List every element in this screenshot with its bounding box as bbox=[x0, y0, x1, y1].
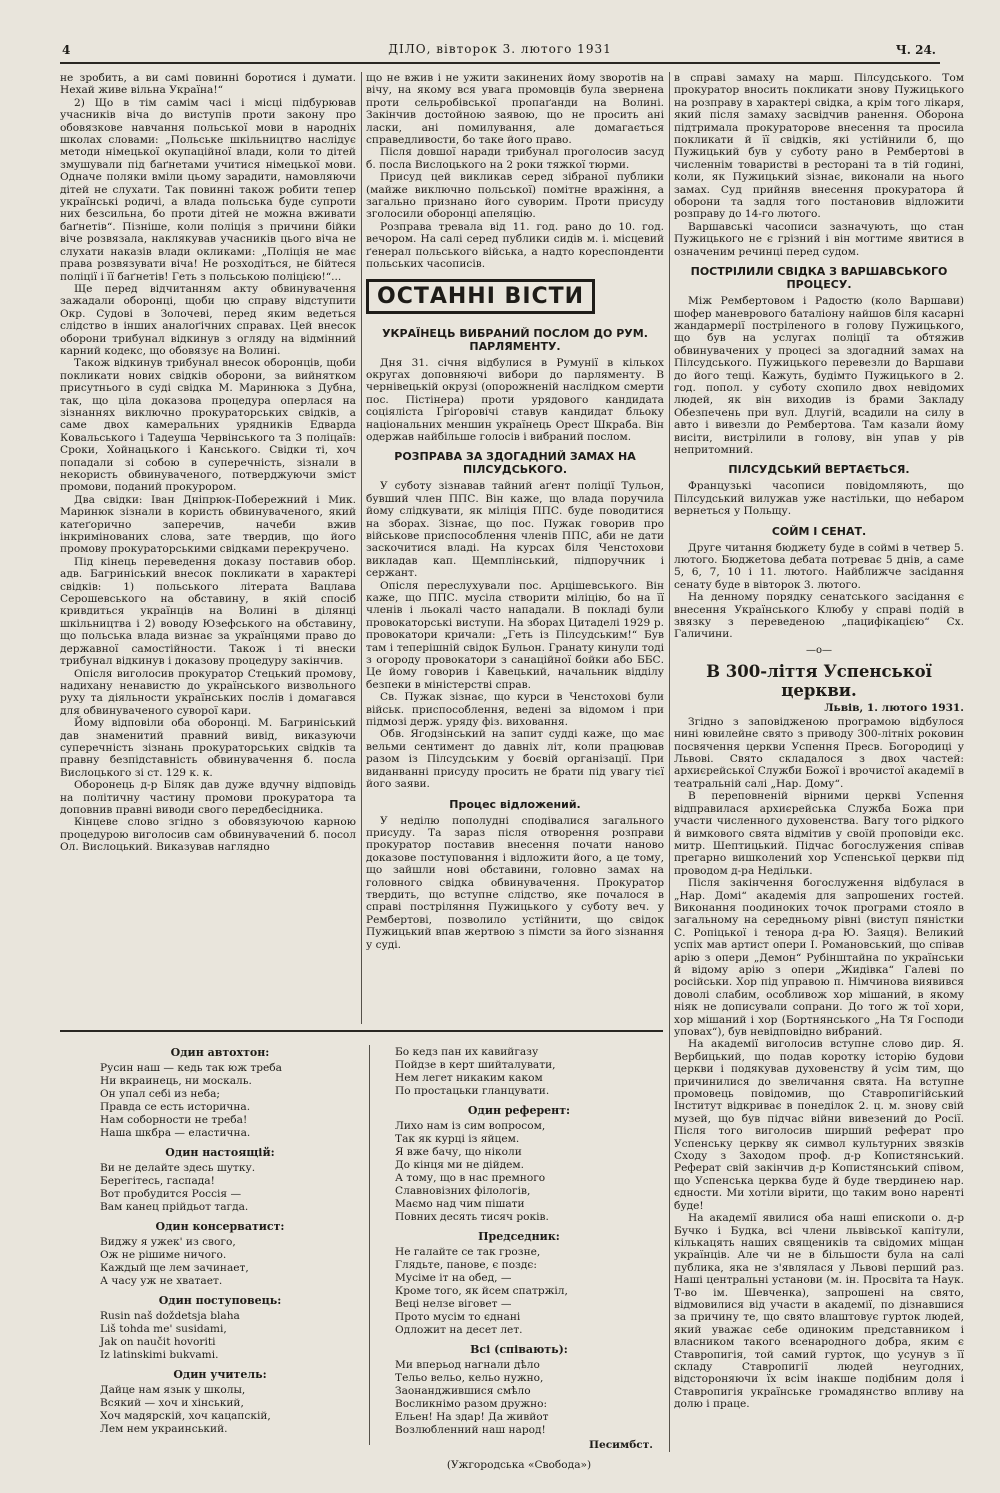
column-1 bbox=[60, 72, 356, 1024]
poem-speaker: Председник: bbox=[478, 1230, 560, 1243]
column-rule bbox=[361, 72, 362, 1024]
poem-column-rule bbox=[369, 1045, 370, 1445]
paragraph: Два свідки: Іван Дніпрюк-Побережний і Мик. Маринюк зізнали в користь обвинуваченого, який катеґорично заперечив, начеби вжив інкримінованих слова, зате твердив, що його промову прокураторськими свідками перекручено. bbox=[60, 493, 356, 556]
column-3 bbox=[674, 72, 964, 1452]
paragraph: Також відкинув трибунал внесок оборонців, щоби покликати нових свідків оборони, за вийнятком присутнього в суді свідка М. Маринюка з Дубна, так, що ціла доказова процедура оперлася на зізнаннях виключно прокураторських свідків, а саме двох камеральних урядників Едварда Ковальського і Тадеуша Червінського та 3 поліцаїв: Сроки, Хойнацького і Канського. Свідки ті, хоч попадали зі собою в суперечність, зізнали в некористь обвинуваченого, потверджуючи зміст промови, поданий прокурором. bbox=[60, 357, 356, 494]
paragraph: Опісля виголосив прокуратор Стецький промову, надихану ненавистю до українського визвольного руху та діяльности українських послів і домагався для обвинуваченого суворої кари. bbox=[60, 667, 356, 717]
poem-speaker: Один поступовець: bbox=[158, 1294, 282, 1307]
article-title: РОЗПРАВА ЗА ЗДОГАДНИЙ ЗАМАХ НА ПІЛСУДСЬКОГО. bbox=[394, 450, 636, 477]
article-title: ПІЛСУДСЬКИЙ ВЕРТАЄТЬСЯ. bbox=[728, 463, 910, 477]
column-2 bbox=[366, 72, 664, 1024]
paragraph: Друге читання бюджету буде в соймі в четвер 5. лютого. Бюджетова дебата потреває 5 днів, а саме 5, 6, 7, 10 і 11. лютого. Найближче засідання сенату буде в вівторок 3. лютого. bbox=[674, 541, 964, 591]
article-title: УКРАЇНЕЦЬ ВИБРАНИЙ ПОСЛОМ ДО РУМ. ПАРЛЯМЕНТУ. bbox=[382, 326, 648, 353]
paragraph: У неділю пополудні сподівалися загального присуду. Та зараз після отворення розправи прокуратор поставив внесення почати наново доказове поступовання і відложити його, а це тому, що зайшли нові обставини, головно замах на головного свідка обвинувачення. Прокуратор твердить, що вступне слідство, яке почалося в справі постріляння Пужицького у суботу веч. у Рембертові, позволило устійнити, що свідок Пужицький впав жертвою з пімсти за його зізнання у суді. bbox=[366, 814, 664, 951]
article-title: ПОСТРІЛИЛИ СВІДКА З ВАРШАВСЬКОГО ПРОЦЕСУ. bbox=[690, 265, 948, 292]
paragraph: що не вжив і не ужити закинених йому зворотів на вічу, на якому вся увага промовців була звернена проти сельробівської пропаґанди на Волині. Закінчив достойною заявою, що не просить ані ласки, ані помилування, але домагається справедливости, бо таке його право. bbox=[366, 72, 664, 147]
column-rule bbox=[669, 72, 670, 1452]
church-article-title: В 300-ліття Успенської церкви. bbox=[706, 661, 932, 700]
poem-verse: Ми вперьод нагнали дѣло Тельо вельо, кельо нужно, Заонанджившися смѣло Восликнімо разом дружно: Ельен! На здар! Да живйот Возлюбленний наш народ! bbox=[395, 1359, 549, 1436]
poem-verse: Rusin naš doždetsja blaha Liš tohda me' susidami, Jak on naučit hovoriti Iz latinskimi bukvami. bbox=[100, 1310, 240, 1361]
masthead-title: ДІЛО, вівторок 3. лютого 1931 bbox=[388, 42, 612, 56]
paragraph: Кінцеве слово згідно з обовязуючою карною процедурою виголосив сам обвинувачений б. посол Ол. Вислоцький. Виказував наглядно bbox=[60, 816, 356, 854]
paragraph: Між Рембертовом і Радостю (коло Варшави) шофер маневрового баталіону найшов біля касарні жандармерії постріленого в голову Пужицького, що був на услугах поліції та обтяжив обвинувачених у процесі за здогадний замах на Пілсудського. Пужицького перевезли до Варшави до його тещі. Кажуть, будімто Пужицького в 2. год. попол. у суботу схопило двох невідомих людей, як він виходив із брами Закладу Обезпечень при вул. Длугій, всадили на силу в авто і вивезли до Рембертова. Там казали йому висіти, вистрілили в голову, він упав у рів непритомний. bbox=[674, 295, 964, 456]
poem-speaker: Один консерватист: bbox=[155, 1220, 285, 1233]
paragraph: Дня 31. січня відбулися в Румунії в кількох округах доповняючі вибори до парляменту. В чернівецькій окрузі (опорожненій наслідком смерти пос. Пістінера) проти урядового кандидата соціяліста Ґріґоровічі ставув кандидат бльоку національних меншин українець Орест Шкраба. Він одержав найбільше голосів і вибраний послом. bbox=[366, 356, 664, 443]
poem-column-right bbox=[385, 1040, 653, 1471]
poem-column-left bbox=[90, 1040, 350, 1450]
paragraph: Згідно з заповідженою програмою відбулося нині ювилейне свято з приводу 300-літніх роковин посвячення церкви Успення Пресв. Богородиці у Львові. Свято складалося з двох частей: архиєрейської Служби Божої і врочистої академії в театральній салі „Нар. Дому“. bbox=[674, 715, 964, 790]
paragraph: На денному порядку сенатського засідання є внесення Українського Клюбу у справі подій в звязку з переведеною „пацифікацією“ Сх. Галичини. bbox=[674, 591, 964, 641]
paragraph: Обв. Ягодзінський на запит судді каже, що має вельми сентимент до давніх літ, коли працював разом із Пілсудським у боєвій організації. При виданванні присуду просить не брати під увагу тієї його заяви. bbox=[366, 728, 664, 791]
paragraph: не зробить, а ви самі повинні боротися і думати. Нехай живе вільна Україна!“ bbox=[60, 72, 356, 97]
paragraph: У суботу зізнавав тайний аґент поліції Тульон, бувший член ППС. Він каже, що влада поручила йому слідкувати, як міліція ППС. буде поводитися на зборах. Зізнає, що пос. Пужак говорив про військове приспособлення членів ППС, аби не дати заскочитися владі. На курсах біля Ченстохови викладав кап. Щемплінський, підпоручник і сержант. bbox=[366, 480, 664, 580]
paragraph: Французькі часописи повідомляють, що Пілсудський вилужав уже настільки, що небаром вернеться у Польщу. bbox=[674, 480, 964, 518]
paragraph: Присуд цей викликав серед зібраної публики (майже виключно польської) помітне вражіння, а загально признано його суворим. Проти присуду зголосили оборонці апеляцію. bbox=[366, 171, 664, 221]
paragraph: Ще перед відчитанням акту обвинувачення зажадали оборонці, щоби цю справу відступити Окр. Судові в Золочеві, перед яким ведеться слідство в інших аналоґічних справах. Цей внесок оборони трибунал відкинув з огляду на відмінний карний кодекс, що обовязує на Волині. bbox=[60, 282, 356, 357]
paragraph: На академії виголосив вступне слово дир. Я. Вербицький, що подав коротку історію будови церкви і подякував духовенству й усім тим, що причинилися до звеличання свята. На вступне промовець повідомив, що Ставропигійський Інститут відкриває в понеділок 2. ц. м. знову свій музей, що був підчас війни вивезений до Росії. Після того виголосив ширший реферат про Успенську церкву як символ культурних звязків Сходу з Заходом проф. д-р Копистянський. Реферат свій закінчив д-р Копистянський співом, що Успенська церква буде й буде твердинею нар. єдности. Ми хотіли вірити, що таким воно наренті буде! bbox=[674, 1038, 964, 1212]
paragraph: Розправа тревала від 11. год. рано до 10. год. вечором. На салі серед публики сидів м. і. місцевий ґенерал польського війська, а надто кореспонденти польських часописів. bbox=[366, 220, 664, 271]
poem-source: (Ужгородська «Свобода») bbox=[446, 1459, 592, 1471]
poem-verse: Ви не делайте здесь шутку. Берегітесь, гаспада! Вот пробудится Россія — Вам канец прійдьот тагда. bbox=[100, 1162, 256, 1213]
poem-verse: Русин наш — кедь так юж треба Ни вкраинець, ни москаль. Он упал себі из неба; Правда се есть исторична. Нам соборности не треба! Наша шкбра — еластична. bbox=[100, 1062, 282, 1139]
latest-news-heading: ОСТАННІ ВІСТИ bbox=[366, 279, 595, 314]
article-subtitle: Процес відложений. bbox=[449, 797, 581, 811]
poem-verse: Виджу я ужек' из свого, Ож не рішиме ничого. Каждый ще лем зачинает, А часу уж не хватает. bbox=[100, 1236, 249, 1287]
poem-verse: Лихо нам із сим вопросом, Так як курці із яйцем. Я вже бачу, що ніколи До кінця ми не дійдем. А тому, що в нас премного Славновізних філологів, Маємо над чим пішати Повних десять тисяч років. bbox=[395, 1120, 549, 1223]
poem-verse: Дайце нам язык у школы, Всякий — хоч и хінський, Хоч мадярскій, хоч кацапскій, Лем нем украинський. bbox=[100, 1384, 271, 1435]
verdict-paragraph: Після довшої наради трибунал проголосив засуд б. посла Вислоцького на 2 роки тяжкої тюрми. bbox=[366, 146, 664, 171]
poem-speaker: Один учитель: bbox=[173, 1368, 267, 1381]
paragraph: Йому відповіли оба оборонці. М. Багриніський дав знаменитий правний вивід, виказуючи суперечність зізнань прокураторських свідків та правну безпідставність обвинувачення б. посла Вислоцького зі ст. 129 к. к. bbox=[60, 717, 356, 779]
masthead bbox=[60, 40, 940, 64]
section-rule bbox=[60, 1030, 663, 1032]
poem-speaker: Один настоящій: bbox=[165, 1146, 275, 1159]
poem-speaker: Один автохтон: bbox=[170, 1046, 270, 1059]
poem-verse: Бо кедз пан их кавийгазу Пойдзе в керт шийталувати, Нем легет никаким каком По простацьки гланцувати. bbox=[395, 1046, 556, 1097]
paragraph: В переповненій вірними церкві Успення відправилася архиєрейська Служба Божа при участи численного духовенства. Вагу того рідкого й вимкового свята відмітив у своїй проповіди екс. митр. Шептицький. Підчас богослужения співав прегарно вишколений хор Успенської церкви під проводом д-ра Недільки. bbox=[674, 790, 964, 877]
page-number: 4 bbox=[62, 43, 71, 57]
paragraph: в справі замаху на марш. Пілсудського. Том прокуратор вносить покликати знову Пужицького на розправу в характері свідка, а крім того лікаря, який після замаху засвідчив ранення. Оборона підтримала прокураторове внесення та просила покликати й її свідків, які устійнили б, що Пужицький був у суботу рано в Рембертові в численнім товаристві в ресторані та в тій годині, коли, як Пужицький зізнає, виконали на нього замах. Суд прийняв внесення прокуратора й оборони та задля того постановив відложити розправу до 14-го лютого. bbox=[674, 72, 964, 221]
poem-speaker: Один референт: bbox=[467, 1104, 571, 1117]
poem-speaker: Всі (співають): bbox=[470, 1343, 568, 1356]
paragraph: Св. Пужак зізнає, що курси в Ченстохові були військ. приспособлення, ведені за відомом і при підмозі держ. уряду фіз. виховання. bbox=[366, 691, 664, 729]
article-title: СОЙМ І СЕНАТ. bbox=[771, 524, 867, 538]
divider: —o— bbox=[805, 644, 833, 656]
issue-number: Ч. 24. bbox=[895, 43, 936, 57]
dateline: Львів, 1. лютого 1931. bbox=[824, 701, 964, 714]
paragraph: Оборонець д-р Біляк дав дуже вдучну відповідь на політичну частину промови прокуратора та доповнив правні виводи свого передбесідника. bbox=[60, 779, 356, 816]
paragraph: На академії явилися оба наші епископи о. д-р Бучко і Будка, всі члени львівської капітули, кількацять наших священиків та свідомих міщан українців. Але чи не в більшости була на салі публика, яка не з'являлася у Львові перший раз. Наші центральні установи (м. ін. Просвіта та Наук. Т-во ім. Шевченка), запрошені на свято, відмовилися від участи в академії, по дізнавшися за причину те, що свято влаштовує гурток людей, який уважає себе одиноким представником і власником такого всенародного добра, яким є Ставропигія, той самий гурток, що усунув з її складу Ставропигії людей неугодних, відстороняючи їх всім інакше подібним доля і Ставропигія українське громадянство впливу на долю і праце. bbox=[674, 1212, 964, 1411]
paragraph: 2) Що в тім самім часі і місці підбурював учасників віча до виступів проти закону про обовязкове навчання польської мови в народніх школах словами: „Польське шкільництво наслідує методи німецької окупаційної влади, коли то дітей змушували під баґнетами учитися німецької мови. Одначе поляки вміли цьому зарадити, намовляючи дітей не слухати. Так повинні також робити тепер українські родичі, а влада польська буде супроти них безсильна, бо проти дітей не можна вживати баґнетів“. Пізніше, коли поліція з причини бійки віче розвязала, наклякував учасників цього віча не слухати наказів влади окликами: „Поліція не має права розвязувати віча! Не розходіться, не бійтеся поліції і її баґнетів! Геть з польською поліцією!“... bbox=[60, 96, 356, 283]
paragraph: Варшавські часописи зазначують, що стан Пужицького не є грізний і він могтиме явитися в означеним речинці перед судом. bbox=[674, 220, 964, 258]
paragraph: Опісля переслухували пос. Арцішевського. Він каже, що ППС. мусіла створити міліцію, бо на її членів і льокалі часто нападали. В покладі були провокаторські виступи. На зборах Цитаделі 1929 р. провокатори кричали: „Геть із Пілсудським!“ Був там і теперішній свідок Бульон. Гранату кинули тоді з огороду провокатори з санаційної бойки або ББС. Це йому говорив і Кавецький, начальник відділу безпеки в міністерстві справ. bbox=[366, 579, 664, 691]
paragraph: Після закінчення богослуження відбулася в „Нар. Домі“ академія для запрошених гостей. Виконання поодиноких точок програми стояло в загальному на середньому рівні (виступ пяністки С. Ропіцької і тенора д-ра Ю. Заяця). Великий успіх мав артист опери І. Романовський, що співав арію з опери „Демон“ Рубінштайна по українськи й відому арію з опери „Жидівка“ Галеві по російськи. Хор під управою п. Німчинова виявився доволі слабим, особливож хор мішаний, в якому ніяк не дописували сопрани. До того ж тої хори, хор мішаний і хор (Бортнянського „На Тя Господи уповах“), був невідповідно вибраний. bbox=[674, 877, 964, 1038]
poem-verse: Не галайте се так грозне, Глядьте, панове, є поздє: Мусіме іт на обед, — Кроме того, як йсем спатржіл, Веці нелзе віговет — Прото мусім то єднані Одложит на десет лет. bbox=[395, 1246, 568, 1336]
paragraph: Під кінець переведення доказу поставив обор. адв. Багриніський внесок покликати в характері свідків: 1) польського літерата Вацлава Серошевського на обставину, в якій спосіб кривдиться українців на Волині в ділянці шкільництва і 2) воводу Юзефського на обставину, що польська влада визнає за українцями право до державної самостійности. Також і ті внески трибунал відкинув і доказову процедуру закінчив. bbox=[60, 555, 356, 668]
poem-signature: Песимбст. bbox=[588, 1439, 653, 1451]
